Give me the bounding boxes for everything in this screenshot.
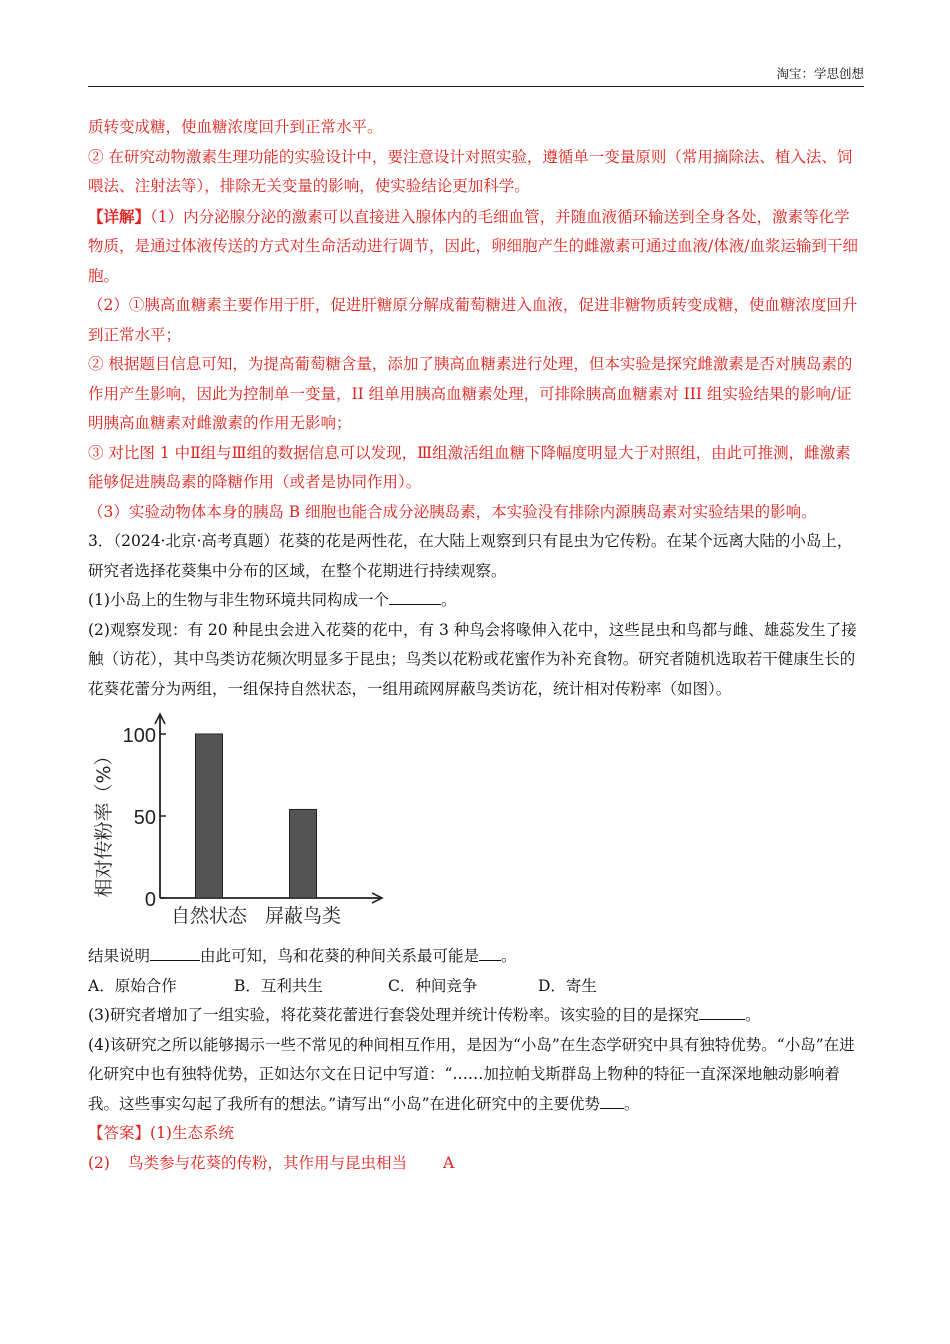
pollination-bar-chart: [88, 712, 408, 942]
option-a[interactable]: A．原始合作: [88, 976, 177, 995]
x-category-label: 屏蔽鸟类: [264, 905, 342, 927]
q3-blank[interactable]: [699, 1001, 745, 1020]
analysis-line-1: 质转变成糖，使血糖浓度回升到正常水平。: [88, 118, 383, 136]
y-axis-label: 相对传粉率（%）: [93, 746, 115, 898]
question-1: [88, 586, 864, 616]
detail-5: （3）实验动物体本身的胰岛 B 细胞也能合成分泌胰岛素，本实验没有排除内源胰岛素对实验结果的影响。: [88, 502, 817, 521]
result-end: 。: [501, 947, 517, 965]
detail-4: ③ 对比图 1 中Ⅱ组与Ⅲ组的数据信息可以发现，Ⅲ组激活组血糖下降幅度明显大于对照组，由此可推测，雌激素能够促进胰岛素的降糖作用（或者是协同作用）。: [88, 443, 851, 491]
y-tick-label: 0: [144, 889, 156, 911]
answer-1: [88, 1119, 864, 1149]
option-b[interactable]: B．互利共生: [234, 976, 323, 995]
bar-1: [196, 734, 223, 898]
x-category-label: 自然状态: [170, 905, 248, 927]
analysis-line-2: ② 在研究动物激素生理功能的实验设计中，要注意设计对照实验，遵循单一变量原则（常用摘除法、植入法、饲喂法、注射法等），排除无关变量的影响，使实验结论更加科学。: [88, 147, 853, 195]
q1-text: (1)小岛上的生物与非生物环境共同构成一个: [88, 591, 389, 609]
relation-blank[interactable]: [479, 942, 501, 961]
answer-2: [88, 1149, 864, 1179]
y-tick-label: 100: [122, 725, 156, 747]
answer-2-num: (2): [88, 1153, 110, 1172]
detail-2: （2）①胰高血糖素主要作用于肝，促进肝糖原分解成葡萄糖进入血液，促进非糖物质转变成糖，使血糖浓度回升到正常水平；: [88, 296, 858, 344]
detail-3: ② 根据题目信息可知，为提高葡萄糖含量，添加了胰高血糖素进行处理，但本实验是探究雌激素是否对胰岛素的作用产生影响，因此为控制单一变量，II 组单用胰高血糖素处理，可排除胰高血糖素对 III 组实验结果的影响/证明胰高血糖素对雌激素的作用无影响；: [88, 355, 853, 432]
question-4: [88, 1031, 864, 1120]
document-body: [88, 113, 864, 1178]
result-line: [88, 942, 864, 972]
options-row: [88, 972, 864, 1002]
q4-text: (4)该研究之所以能够揭示一些不常见的种间相互作用，是因为“小岛”在生态学研究中具有独特优势。“小岛”在进化研究中也有独特优势，正如达尔文在日记中写道：“……加拉帕戈斯群岛上物种的特征一直深深地触动影响着我。这些事实勾起了我所有的想法。”请写出“小岛”在进化研究中的主要优势: [88, 1035, 855, 1113]
option-c[interactable]: C．种间竞争: [388, 976, 478, 995]
answer-1-text: (1)生态系统: [150, 1124, 234, 1142]
q3-text: (3)研究者增加了一组实验，将花葵花蕾进行套袋处理并统计传粉率。该实验的目的是探究: [88, 1006, 699, 1024]
page-header: [88, 66, 864, 87]
bar-2: [290, 809, 317, 898]
q4-blank[interactable]: [600, 1090, 624, 1109]
question-stem: 3．（2024·北京·高考真题）花葵的花是两性花，在大陆上观察到只有昆虫为它传粉。在某个远离大陆的小岛上，研究者选择花葵集中分布的区域，在整个花期进行持续观察。: [88, 532, 853, 580]
answer-label: 【答案】: [88, 1124, 151, 1142]
result-blank[interactable]: [150, 942, 200, 961]
chart-svg: [88, 712, 408, 942]
q4-end: 。: [624, 1094, 640, 1113]
detail-1-text: （1）内分泌腺分泌的激素可以直接进入腺体内的毛细血管，并随血液循环输送到全身各处，激素等化学物质，是通过体液传送的方式对生命活动进行调节，因此，卵细胞产生的雌激素可通过血液/体液/血浆运输到干细胞。: [88, 207, 858, 285]
header-text: 淘宝：学思创想: [776, 66, 864, 81]
q1-blank[interactable]: [389, 586, 441, 605]
question-2: (2)观察发现：有 20 种昆虫会进入花葵的花中，有 3 种鸟会将喙伸入花中，这些昆虫和鸟都与雌、雄蕊发生了接触（访花），其中鸟类访花频次明显多于昆虫；鸟类以花粉或花蜜作为补充食物。研究者随机选取若干健康生长的花葵花蕾分为两组，一组保持自然状态，一组用疏网屏蔽鸟类访花，统计相对传粉率（如图）。: [88, 620, 857, 698]
y-tick-label: 50: [133, 807, 156, 829]
result-pre: 结果说明: [88, 947, 151, 965]
result-mid: 由此可知，鸟和花葵的种间关系最可能是: [200, 947, 480, 965]
detail-label: 【详解】: [88, 206, 151, 226]
q1-end: 。: [440, 591, 457, 609]
detail-1: [88, 202, 864, 292]
option-d[interactable]: D．寄生: [538, 976, 597, 995]
answer-2-text: 鸟类参与花葵的传粉，其作用与昆虫相当: [127, 1153, 407, 1172]
answer-2-choice: A: [442, 1153, 455, 1172]
question-3: [88, 1001, 864, 1031]
q3-end: 。: [744, 1006, 761, 1024]
